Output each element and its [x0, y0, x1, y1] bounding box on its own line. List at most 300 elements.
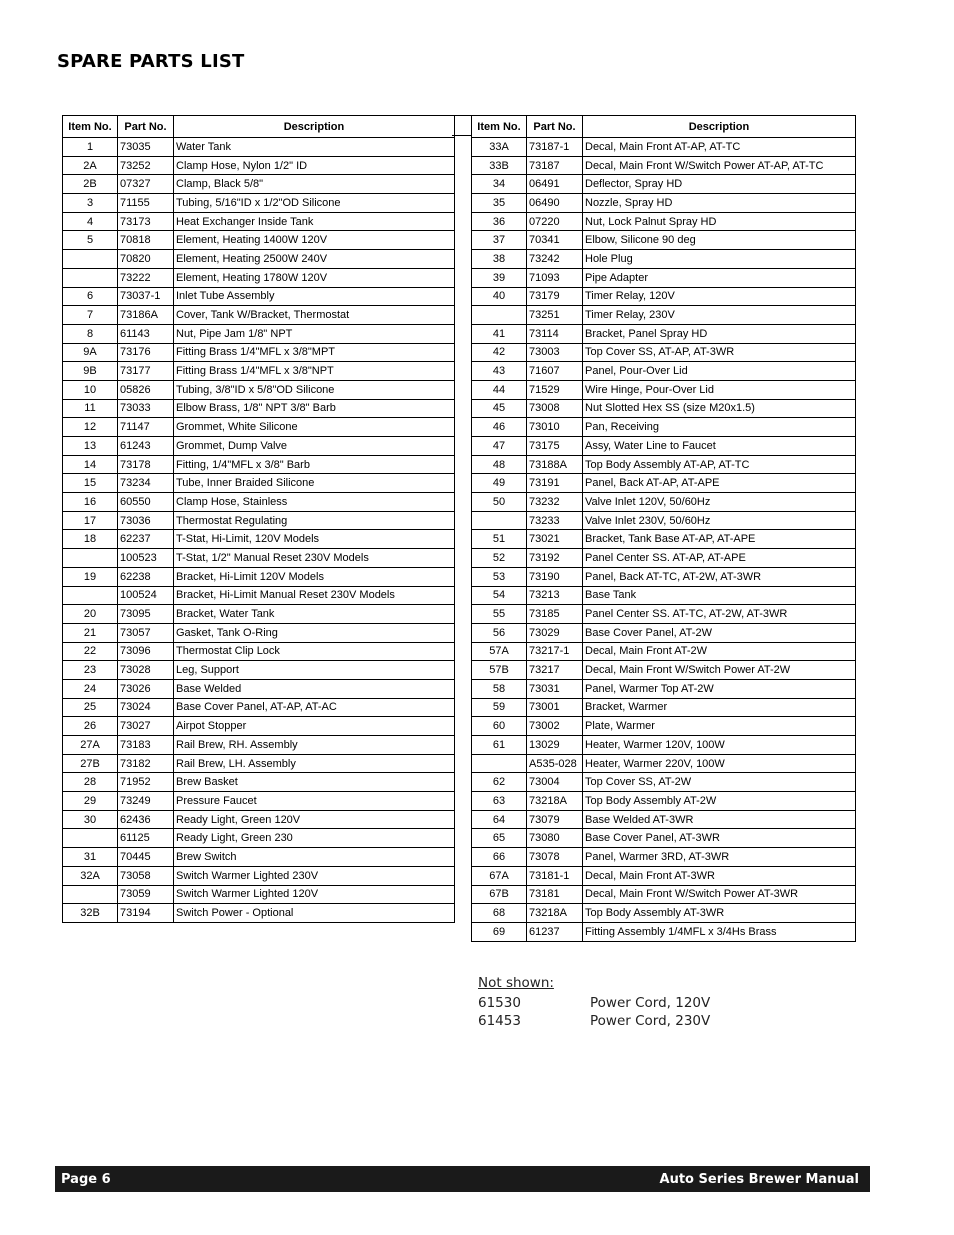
description-cell: Rail Brew, RH. Assembly — [174, 736, 455, 755]
table-row — [472, 306, 856, 325]
item-no-cell: 52 — [472, 549, 527, 568]
description-cell: Brew Switch — [174, 848, 455, 867]
description-cell: Timer Relay, 120V — [583, 287, 856, 306]
table-row — [63, 306, 455, 325]
table-row — [472, 287, 856, 306]
item-no-cell: 7 — [63, 306, 118, 325]
table-row — [472, 399, 856, 418]
item-no-cell: 13 — [63, 437, 118, 456]
description-cell: Thermostat Regulating — [174, 511, 455, 530]
item-no-cell: 43 — [472, 362, 527, 381]
description-cell: Switch Warmer Lighted 230V — [174, 866, 455, 885]
table-row — [63, 754, 455, 773]
description-cell: Water Tank — [174, 138, 455, 157]
table-row — [472, 268, 856, 287]
item-no-cell: 44 — [472, 380, 527, 399]
description-cell: Panel, Pour-Over Lid — [583, 362, 856, 381]
part-no-cell: 06491 — [527, 175, 583, 194]
item-no-cell: 60 — [472, 717, 527, 736]
not-shown-description: Power Cord, 230V — [590, 1013, 711, 1029]
part-no-cell: 73057 — [118, 623, 174, 642]
description-cell: Top Body Assembly AT-3WR — [583, 904, 856, 923]
table-row — [472, 717, 856, 736]
part-no-cell: 62436 — [118, 810, 174, 829]
table-gap — [452, 115, 471, 136]
table-row — [472, 567, 856, 586]
header-description: Description — [174, 116, 455, 138]
table-row — [472, 642, 856, 661]
part-no-cell: 73233 — [527, 511, 583, 530]
item-no-cell: 65 — [472, 829, 527, 848]
description-cell: Valve Inlet 230V, 50/60Hz — [583, 511, 856, 530]
description-cell: Switch Power - Optional — [174, 904, 455, 923]
part-no-cell: 70341 — [527, 231, 583, 250]
part-no-cell: 73190 — [527, 567, 583, 586]
table-row — [63, 511, 455, 530]
description-cell: Heater, Warmer 220V, 100W — [583, 754, 856, 773]
item-no-cell: 8 — [63, 324, 118, 343]
part-no-cell: 73037-1 — [118, 287, 174, 306]
description-cell: Decal, Main Front AT-3WR — [583, 866, 856, 885]
item-no-cell — [472, 511, 527, 530]
item-no-cell: 35 — [472, 194, 527, 213]
table-row — [63, 343, 455, 362]
part-no-cell: 73010 — [527, 418, 583, 437]
item-no-cell: 67A — [472, 866, 527, 885]
table-row — [63, 679, 455, 698]
item-no-cell: 34 — [472, 175, 527, 194]
description-cell: Nut Slotted Hex SS (size M20x1.5) — [583, 399, 856, 418]
table-row — [63, 493, 455, 512]
item-no-cell: 58 — [472, 679, 527, 698]
item-no-cell: 33A — [472, 138, 527, 157]
item-no-cell: 66 — [472, 848, 527, 867]
table-row — [63, 138, 455, 157]
description-cell: Fitting Brass 1/4"MFL x 3/8"MPT — [174, 343, 455, 362]
part-no-cell: 73002 — [527, 717, 583, 736]
part-no-cell: 07220 — [527, 212, 583, 231]
part-no-cell: 62237 — [118, 530, 174, 549]
description-cell: Clamp, Black 5/8" — [174, 175, 455, 194]
part-no-cell: 73185 — [527, 605, 583, 624]
description-cell: Inlet Tube Assembly — [174, 287, 455, 306]
not-shown-item — [478, 1012, 710, 1030]
table-row — [63, 605, 455, 624]
part-no-cell: 73222 — [118, 268, 174, 287]
header-description: Description — [583, 116, 856, 138]
table-row — [63, 773, 455, 792]
description-cell: Panel, Back AT-TC, AT-2W, AT-3WR — [583, 567, 856, 586]
description-cell: Rail Brew, LH. Assembly — [174, 754, 455, 773]
item-no-cell: 40 — [472, 287, 527, 306]
description-cell: Decal, Main Front W/Switch Power AT-3WR — [583, 885, 856, 904]
item-no-cell: 53 — [472, 567, 527, 586]
table-row — [472, 212, 856, 231]
description-cell: T-Stat, Hi-Limit, 120V Models — [174, 530, 455, 549]
description-cell: Decal, Main Front AT-2W — [583, 642, 856, 661]
item-no-cell: 67B — [472, 885, 527, 904]
not-shown-item — [478, 994, 710, 1012]
description-cell: Brew Basket — [174, 773, 455, 792]
item-no-cell: 9B — [63, 362, 118, 381]
item-no-cell: 54 — [472, 586, 527, 605]
part-no-cell: 62238 — [118, 567, 174, 586]
description-cell: Leg, Support — [174, 661, 455, 680]
description-cell: Base Welded AT-3WR — [583, 810, 856, 829]
item-no-cell: 69 — [472, 922, 527, 941]
table-row — [63, 792, 455, 811]
table-row — [472, 437, 856, 456]
description-cell: Panel, Warmer Top AT-2W — [583, 679, 856, 698]
item-no-cell: 68 — [472, 904, 527, 923]
item-no-cell: 18 — [63, 530, 118, 549]
item-no-cell: 6 — [63, 287, 118, 306]
description-cell: Decal, Main Front AT-AP, AT-TC — [583, 138, 856, 157]
part-no-cell: 73008 — [527, 399, 583, 418]
part-no-cell: 73249 — [118, 792, 174, 811]
part-no-cell: 73021 — [527, 530, 583, 549]
item-no-cell: 20 — [63, 605, 118, 624]
parts-table-left-body — [63, 138, 455, 923]
description-cell: Pipe Adapter — [583, 268, 856, 287]
part-no-cell: 73251 — [527, 306, 583, 325]
item-no-cell: 39 — [472, 268, 527, 287]
description-cell: Panel, Back AT-AP, AT-APE — [583, 474, 856, 493]
description-cell: Pressure Faucet — [174, 792, 455, 811]
header-part-no: Part No. — [527, 116, 583, 138]
part-no-cell: 61143 — [118, 324, 174, 343]
table-row — [63, 642, 455, 661]
item-no-cell: 15 — [63, 474, 118, 493]
item-no-cell: 27A — [63, 736, 118, 755]
table-row — [472, 418, 856, 437]
description-cell: Bracket, Warmer — [583, 698, 856, 717]
part-no-cell: 61237 — [527, 922, 583, 941]
description-cell: Hole Plug — [583, 250, 856, 269]
table-row — [63, 661, 455, 680]
part-no-cell: 73179 — [527, 287, 583, 306]
item-no-cell: 28 — [63, 773, 118, 792]
table-row — [472, 754, 856, 773]
item-no-cell: 59 — [472, 698, 527, 717]
table-row — [63, 904, 455, 923]
part-no-cell: 70445 — [118, 848, 174, 867]
description-cell: Element, Heating 2500W 240V — [174, 250, 455, 269]
table-row — [472, 549, 856, 568]
description-cell: Nozzle, Spray HD — [583, 194, 856, 213]
description-cell: Assy, Water Line to Faucet — [583, 437, 856, 456]
description-cell: Decal, Main Front W/Switch Power AT-AP, AT-TC — [583, 156, 856, 175]
part-no-cell: 07327 — [118, 175, 174, 194]
item-no-cell: 23 — [63, 661, 118, 680]
description-cell: Bracket, Water Tank — [174, 605, 455, 624]
part-no-cell: 73242 — [527, 250, 583, 269]
part-no-cell: 73218A — [527, 904, 583, 923]
table-row — [63, 437, 455, 456]
description-cell: Decal, Main Front W/Switch Power AT-2W — [583, 661, 856, 680]
part-no-cell: 73033 — [118, 399, 174, 418]
part-no-cell: 73213 — [527, 586, 583, 605]
item-no-cell: 63 — [472, 792, 527, 811]
description-cell: Grommet, White Silicone — [174, 418, 455, 437]
not-shown-description: Power Cord, 120V — [590, 995, 711, 1011]
table-row — [63, 455, 455, 474]
part-no-cell: 13029 — [527, 736, 583, 755]
table-row — [63, 885, 455, 904]
manual-title: Auto Series Brewer Manual — [659, 1171, 859, 1187]
part-no-cell: 73027 — [118, 717, 174, 736]
table-row — [472, 773, 856, 792]
item-no-cell: 51 — [472, 530, 527, 549]
table-row — [63, 549, 455, 568]
description-cell: Ready Light, Green 230 — [174, 829, 455, 848]
table-row — [472, 493, 856, 512]
item-no-cell: 33B — [472, 156, 527, 175]
table-row — [472, 530, 856, 549]
item-no-cell: 36 — [472, 212, 527, 231]
description-cell: Plate, Warmer — [583, 717, 856, 736]
description-cell: Bracket, Hi-Limit 120V Models — [174, 567, 455, 586]
table-row — [472, 586, 856, 605]
part-no-cell: 73177 — [118, 362, 174, 381]
part-no-cell: A535-028 — [527, 754, 583, 773]
part-no-cell: 73178 — [118, 455, 174, 474]
part-no-cell: 60550 — [118, 493, 174, 512]
part-no-cell: 06490 — [527, 194, 583, 213]
description-cell: Nut, Pipe Jam 1/8" NPT — [174, 324, 455, 343]
item-no-cell: 22 — [63, 642, 118, 661]
item-no-cell: 37 — [472, 231, 527, 250]
item-no-cell — [63, 829, 118, 848]
description-cell: Airpot Stopper — [174, 717, 455, 736]
part-no-cell: 71607 — [527, 362, 583, 381]
table-row — [472, 455, 856, 474]
table-row — [472, 904, 856, 923]
description-cell: Element, Heating 1780W 120V — [174, 268, 455, 287]
part-no-cell: 61125 — [118, 829, 174, 848]
table-row — [472, 380, 856, 399]
description-cell: Base Tank — [583, 586, 856, 605]
item-no-cell — [63, 549, 118, 568]
table-row — [63, 156, 455, 175]
part-no-cell: 73191 — [527, 474, 583, 493]
part-no-cell: 73058 — [118, 866, 174, 885]
description-cell: Pan, Receiving — [583, 418, 856, 437]
table-row — [63, 268, 455, 287]
table-row — [472, 343, 856, 362]
table-row — [472, 661, 856, 680]
table-row — [63, 866, 455, 885]
item-no-cell: 32B — [63, 904, 118, 923]
description-cell: Nut, Lock Palnut Spray HD — [583, 212, 856, 231]
item-no-cell: 5 — [63, 231, 118, 250]
table-header-row — [472, 116, 856, 138]
description-cell: Panel Center SS. AT-AP, AT-APE — [583, 549, 856, 568]
part-no-cell: 71155 — [118, 194, 174, 213]
description-cell: Valve Inlet 120V, 50/60Hz — [583, 493, 856, 512]
description-cell: Grommet, Dump Valve — [174, 437, 455, 456]
description-cell: Heat Exchanger Inside Tank — [174, 212, 455, 231]
part-no-cell: 73029 — [527, 623, 583, 642]
description-cell: Heater, Warmer 120V, 100W — [583, 736, 856, 755]
header-item-no: Item No. — [63, 116, 118, 138]
part-no-cell: 71529 — [527, 380, 583, 399]
description-cell: Fitting, 1/4"MFL x 3/8" Barb — [174, 455, 455, 474]
item-no-cell: 30 — [63, 810, 118, 829]
description-cell: Bracket, Panel Spray HD — [583, 324, 856, 343]
part-no-cell: 73173 — [118, 212, 174, 231]
part-no-cell: 73096 — [118, 642, 174, 661]
table-row — [63, 717, 455, 736]
part-no-cell: 73176 — [118, 343, 174, 362]
table-row — [472, 885, 856, 904]
table-row — [472, 922, 856, 941]
item-no-cell: 57B — [472, 661, 527, 680]
description-cell: Cover, Tank W/Bracket, Thermostat — [174, 306, 455, 325]
item-no-cell: 29 — [63, 792, 118, 811]
part-no-cell: 73181-1 — [527, 866, 583, 885]
item-no-cell: 24 — [63, 679, 118, 698]
table-row — [472, 362, 856, 381]
table-row — [63, 194, 455, 213]
item-no-cell: 16 — [63, 493, 118, 512]
table-row — [472, 175, 856, 194]
item-no-cell: 4 — [63, 212, 118, 231]
part-no-cell: 73001 — [527, 698, 583, 717]
item-no-cell — [63, 250, 118, 269]
table-row — [472, 156, 856, 175]
item-no-cell — [63, 586, 118, 605]
description-cell: Ready Light, Green 120V — [174, 810, 455, 829]
table-row — [472, 474, 856, 493]
item-no-cell: 47 — [472, 437, 527, 456]
description-cell: Switch Warmer Lighted 120V — [174, 885, 455, 904]
parts-table-right — [471, 115, 856, 942]
item-no-cell — [63, 268, 118, 287]
part-no-cell: 73024 — [118, 698, 174, 717]
table-row — [63, 848, 455, 867]
description-cell: Base Welded — [174, 679, 455, 698]
table-row — [472, 138, 856, 157]
table-row — [472, 810, 856, 829]
part-no-cell: 73217-1 — [527, 642, 583, 661]
header-part-no: Part No. — [118, 116, 174, 138]
part-no-cell: 73175 — [527, 437, 583, 456]
item-no-cell: 46 — [472, 418, 527, 437]
page-title: SPARE PARTS LIST — [57, 51, 245, 72]
table-row — [63, 698, 455, 717]
item-no-cell: 38 — [472, 250, 527, 269]
description-cell: T-Stat, 1/2" Manual Reset 230V Models — [174, 549, 455, 568]
table-row — [63, 362, 455, 381]
description-cell: Panel Center SS. AT-TC, AT-2W, AT-3WR — [583, 605, 856, 624]
item-no-cell: 57A — [472, 642, 527, 661]
part-no-cell: 73181 — [527, 885, 583, 904]
table-row — [63, 287, 455, 306]
description-cell: Bracket, Hi-Limit Manual Reset 230V Models — [174, 586, 455, 605]
item-no-cell: 9A — [63, 343, 118, 362]
part-no-cell: 73003 — [527, 343, 583, 362]
description-cell: Top Cover SS, AT-AP, AT-3WR — [583, 343, 856, 362]
table-row — [472, 792, 856, 811]
table-row — [63, 231, 455, 250]
part-no-cell: 73114 — [527, 324, 583, 343]
table-row — [472, 231, 856, 250]
table-row — [63, 829, 455, 848]
description-cell: Tubing, 3/8"ID x 5/8"OD Silicone — [174, 380, 455, 399]
table-row — [63, 474, 455, 493]
description-cell: Top Body Assembly AT-2W — [583, 792, 856, 811]
part-no-cell: 73036 — [118, 511, 174, 530]
description-cell: Clamp Hose, Nylon 1/2" ID — [174, 156, 455, 175]
table-row — [63, 418, 455, 437]
table-row — [472, 829, 856, 848]
table-row — [472, 250, 856, 269]
table-row — [63, 324, 455, 343]
part-no-cell: 73232 — [527, 493, 583, 512]
description-cell: Base Cover Panel, AT-3WR — [583, 829, 856, 848]
item-no-cell: 62 — [472, 773, 527, 792]
part-no-cell: 100523 — [118, 549, 174, 568]
not-shown-heading: Not shown: — [478, 975, 554, 991]
table-row — [63, 380, 455, 399]
item-no-cell: 14 — [63, 455, 118, 474]
table-row — [63, 212, 455, 231]
part-no-cell: 73078 — [527, 848, 583, 867]
part-no-cell: 70818 — [118, 231, 174, 250]
description-cell: Element, Heating 1400W 120V — [174, 231, 455, 250]
page-number: Page 6 — [61, 1171, 111, 1187]
part-no-cell: 100524 — [118, 586, 174, 605]
table-row — [63, 250, 455, 269]
item-no-cell: 61 — [472, 736, 527, 755]
description-cell: Fitting Brass 1/4"MFL x 3/8"NPT — [174, 362, 455, 381]
description-cell: Fitting Assembly 1/4MFL x 3/4Hs Brass — [583, 922, 856, 941]
parts-table-left — [62, 115, 455, 923]
item-no-cell: 50 — [472, 493, 527, 512]
item-no-cell: 10 — [63, 380, 118, 399]
part-no-cell: 73182 — [118, 754, 174, 773]
table-row — [472, 698, 856, 717]
part-no-cell: 73080 — [527, 829, 583, 848]
table-row — [63, 399, 455, 418]
parts-table-right-body — [472, 138, 856, 942]
description-cell: Top Body Assembly AT-AP, AT-TC — [583, 455, 856, 474]
table-row — [63, 175, 455, 194]
item-no-cell: 55 — [472, 605, 527, 624]
item-no-cell — [472, 306, 527, 325]
part-no-cell: 73183 — [118, 736, 174, 755]
part-no-cell: 70820 — [118, 250, 174, 269]
part-no-cell: 73194 — [118, 904, 174, 923]
part-no-cell: 73234 — [118, 474, 174, 493]
part-no-cell: 73218A — [527, 792, 583, 811]
description-cell: Deflector, Spray HD — [583, 175, 856, 194]
not-shown-part-no: 61530 — [478, 995, 521, 1011]
item-no-cell — [472, 754, 527, 773]
table-row — [472, 194, 856, 213]
table-row — [472, 736, 856, 755]
part-no-cell: 73095 — [118, 605, 174, 624]
header-item-no: Item No. — [472, 116, 527, 138]
item-no-cell: 25 — [63, 698, 118, 717]
part-no-cell: 73186A — [118, 306, 174, 325]
description-cell: Elbow Brass, 1/8" NPT 3/8" Barb — [174, 399, 455, 418]
part-no-cell: 71147 — [118, 418, 174, 437]
item-no-cell: 21 — [63, 623, 118, 642]
item-no-cell: 17 — [63, 511, 118, 530]
part-no-cell: 73004 — [527, 773, 583, 792]
